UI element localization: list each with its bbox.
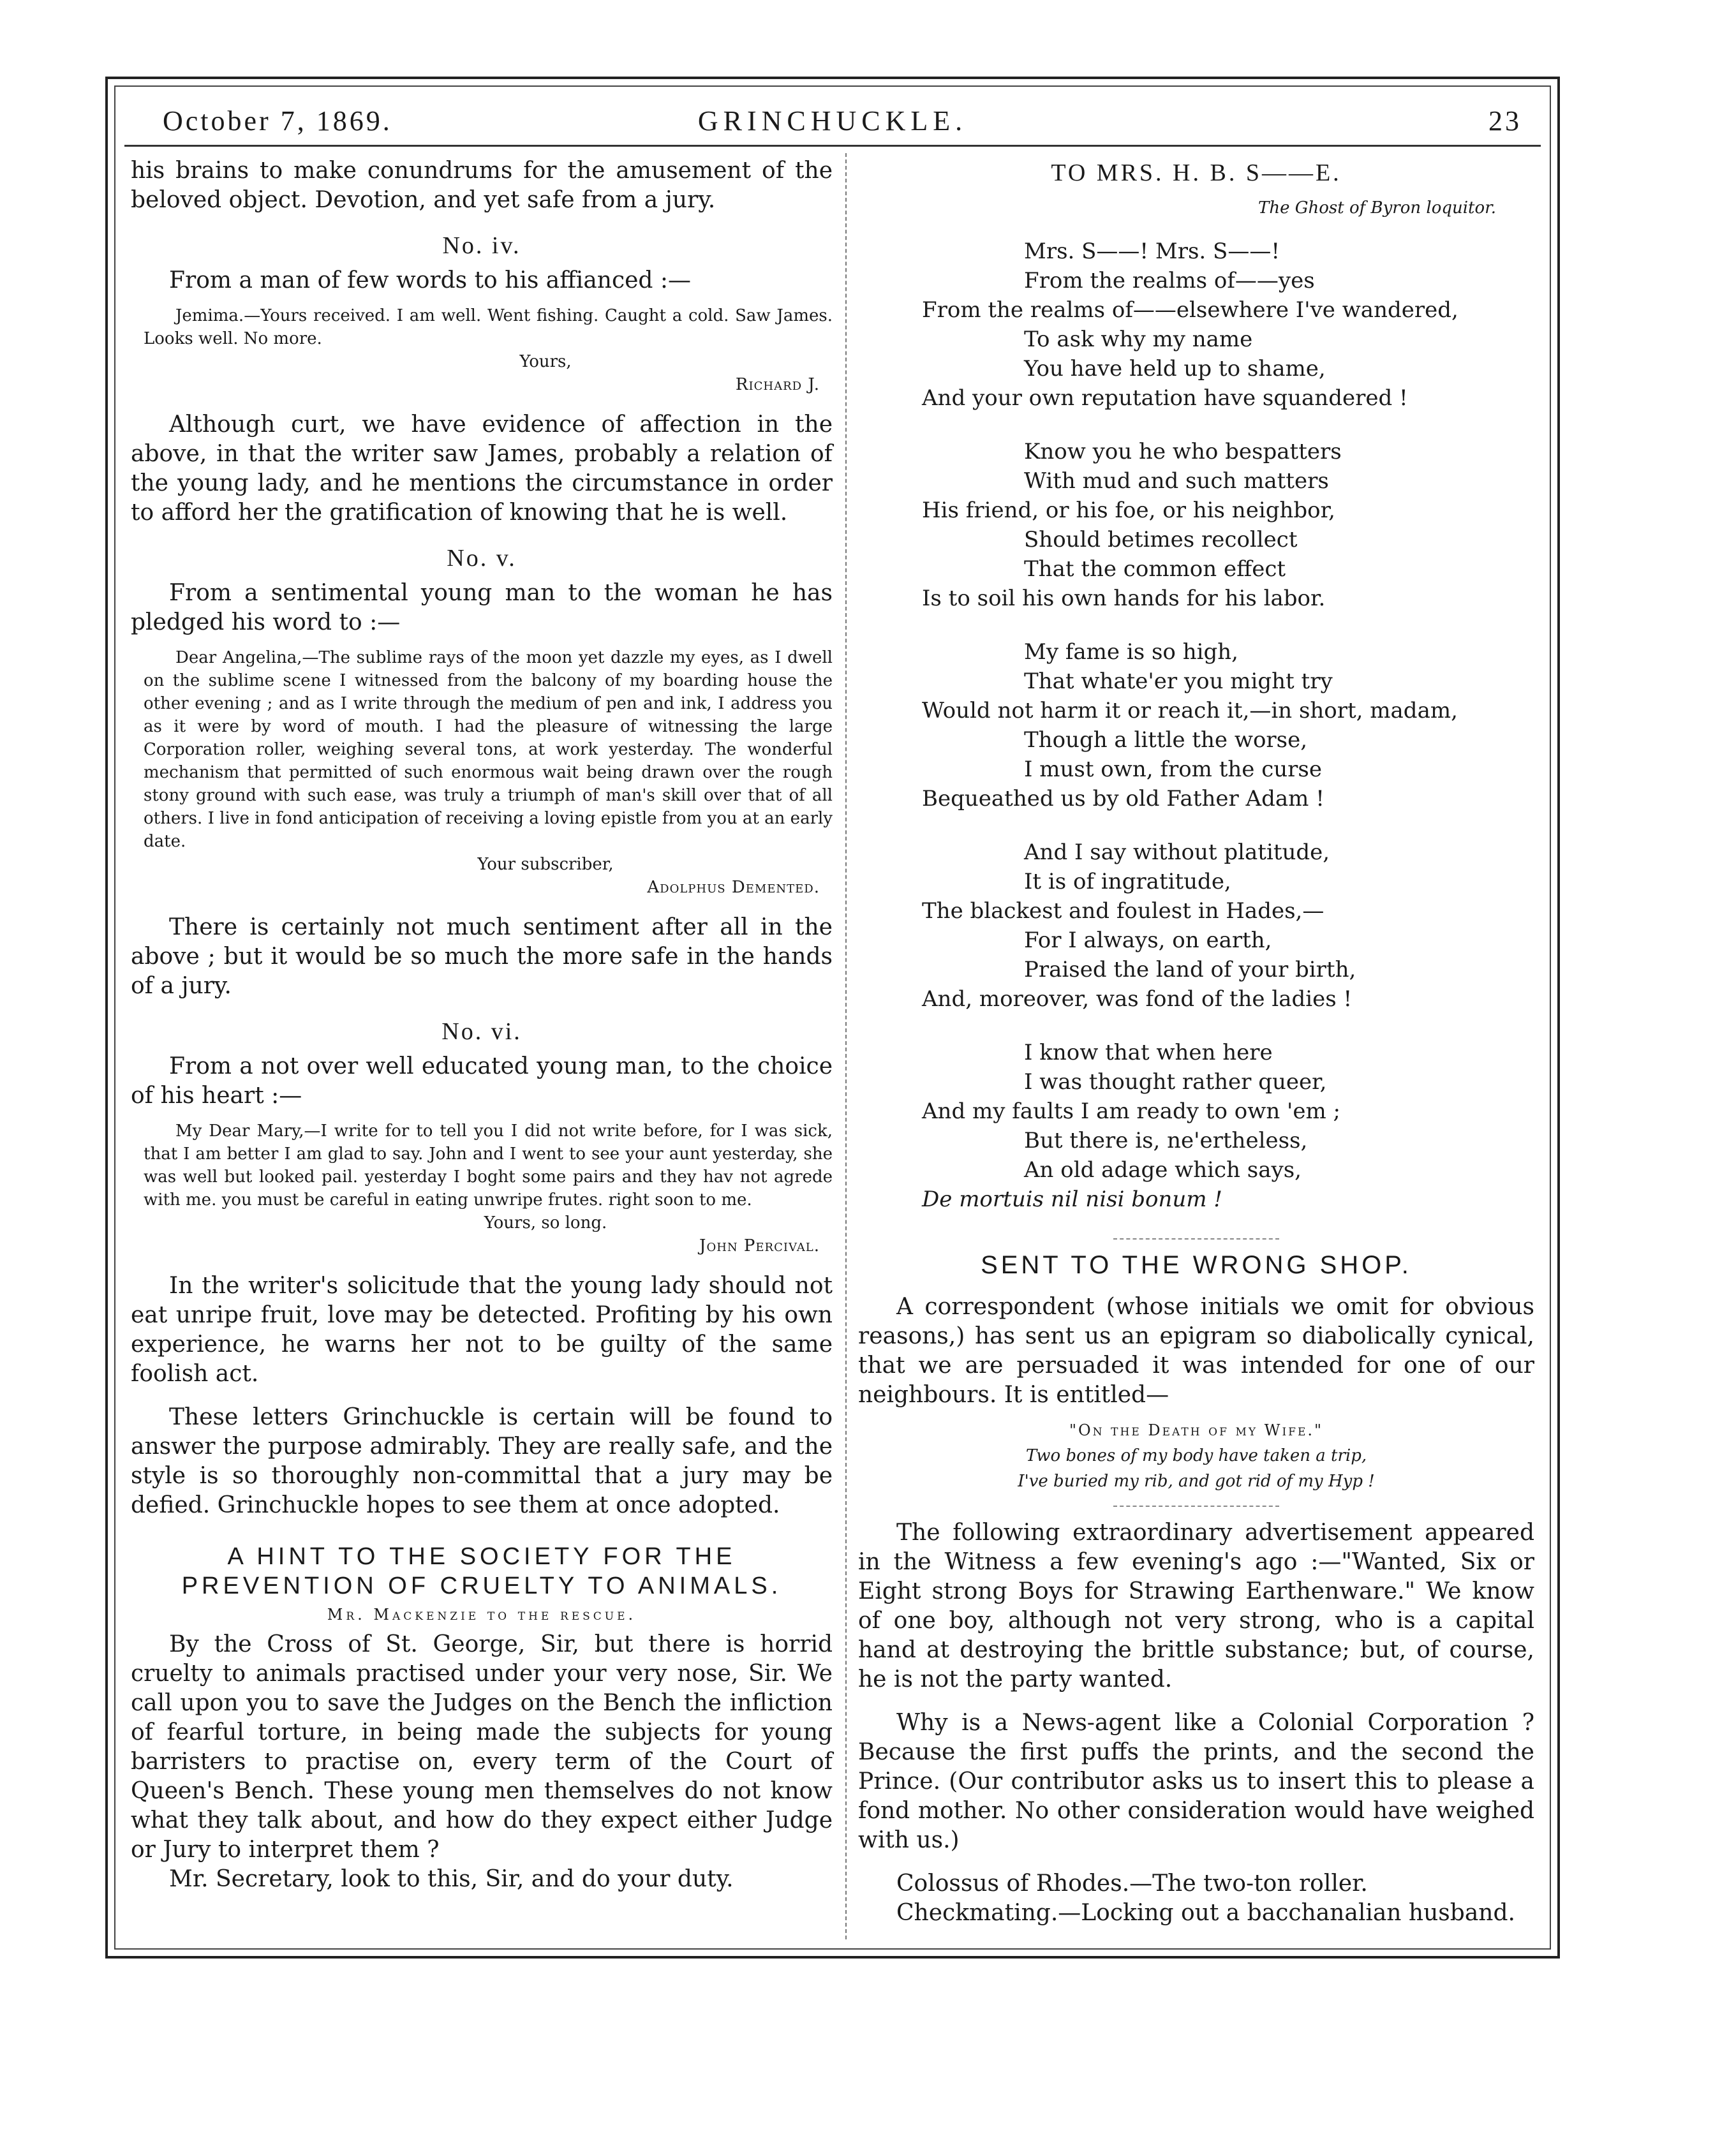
conclusion-paragraph: These letters Grinchuckle is certain will be found to answer the purpose admirably. They are really safe, and the style is so thoroughly non-committal that a jury may be defied. Grinchuckle hopes to see them at once adopted. xyxy=(131,1404,833,1518)
poem-line: To ask why my name xyxy=(1024,327,1253,352)
poem-line: Know you he who bespatters xyxy=(1024,439,1342,464)
poem-line: And, moreover, was fond of the ladies ! xyxy=(922,986,1353,1012)
poem-line: For I always, on earth, xyxy=(1024,928,1272,953)
letter-6-text: My Dear Mary,—I write for to tell you I did not write before, for I was sick, that I am better I am glad to say. John and I went to see your aunt yesterday, she was well but looked pail. yesterday I boght some pairs and they hav not agrede with me. you must be careful in eating unwripe frutes. right soon to me. xyxy=(144,1122,833,1210)
poem-line: An old adage which says, xyxy=(1024,1157,1302,1183)
poem-line: From the realms of——elsewhere I've wandered, xyxy=(922,297,1458,323)
issue-date: October 7, 1869. xyxy=(163,105,392,137)
section-separator xyxy=(1113,1506,1279,1507)
poem-epigraph: The Ghost of Byron loquitor. xyxy=(1257,198,1496,218)
poem-title: TO MRS. H. B. S——E. xyxy=(1051,159,1342,186)
poem-line: I was thought rather queer, xyxy=(1024,1069,1327,1095)
letter-4-signature: Richard J. xyxy=(735,375,820,394)
poem-stanza xyxy=(858,637,1534,813)
poem-line: Bequeathed us by old Father Adam ! xyxy=(922,786,1324,811)
letter-4-heading: No. iv. xyxy=(442,232,521,259)
poem-line: The blackest and foulest in Hades,— xyxy=(922,898,1324,924)
poem-line: And I say without platitude, xyxy=(1024,840,1330,865)
poem-stanza xyxy=(858,437,1534,613)
letter-5-text: Dear Angelina,—The sublime rays of the moon yet dazzle my eyes, as I dwell on the sublime scene I witnessed from the balcony of my boarding house the other evening ; and as I write through the medium of pen and ink, I address you as it were by word of mouth. I had the pleasure of witnessing the large Corporation roller, weighing several tons, at work yesterday. The wonderful mechanism that permitted of such enormous wait being drawn over the rough stony ground with such ease, was truly a triumph of man's skill over that of all others. I live in fond anticipation of receiving a loving epistle from you at an early date. xyxy=(144,648,833,851)
column-divider xyxy=(845,153,847,1939)
poem-line: Would not harm it or reach it,—in short, madam, xyxy=(922,698,1458,723)
letter-6-comment: In the writer's solicitude that the young lady should not eat unripe fruit, love may be detected. Profiting by his own experience, he warns her not to be guilty of the same foolish act. xyxy=(131,1273,833,1387)
poem-line: From the realms of——yes xyxy=(1024,268,1315,293)
epigram-line: I've buried my rib, and got rid of my Hyp ! xyxy=(1018,1472,1375,1491)
poem-line: I know that when here xyxy=(1024,1040,1273,1065)
epigram-title: "On the Death of my Wife." xyxy=(1069,1421,1324,1439)
letter-5-heading: No. v. xyxy=(447,545,517,572)
page-header xyxy=(124,96,1541,147)
checkmating-paragraph: Checkmating.—Locking out a bacchanalian husband. xyxy=(896,1900,1515,1926)
colossus-paragraph: Colossus of Rhodes.—The two-ton roller. xyxy=(896,1870,1368,1897)
poem-line: And your own reputation have squandered ! xyxy=(922,385,1408,411)
letter-6-closing: Yours, so long. xyxy=(484,1213,607,1233)
poem-line: It is of ingratitude, xyxy=(1024,869,1231,894)
letter-5-comment: There is certainly not much sentiment after all in the above ; but it would be so much the more safe in the hands of a jury. xyxy=(131,914,833,999)
letter-5-closing: Your subscriber, xyxy=(477,855,614,874)
left-column xyxy=(131,156,833,1894)
poem-line: I must own, from the curse xyxy=(1024,757,1322,782)
epigram-line: Two bones of my body have taken a trip, xyxy=(1025,1446,1367,1465)
poem-line: And my faults I am ready to own 'em ; xyxy=(922,1099,1340,1124)
poem-line: My fame is so high, xyxy=(1024,639,1238,665)
poem-line: That whate'er you might try xyxy=(1024,669,1333,694)
poem-line: That the common effect xyxy=(1024,556,1286,582)
poem-line: You have held up to shame, xyxy=(1024,356,1326,381)
letter-4-comment: Although curt, we have evidence of affection in the above, in that the writer saw James, probably a relation of the young lady, and he mentions the circumstance in order to afford her the gratification of knowing that he is well. xyxy=(131,411,833,526)
letter-4-closing: Yours, xyxy=(519,352,572,371)
letter-6-intro: From a not over well educated young man, to the choice of his heart :— xyxy=(131,1053,833,1109)
letter-6-heading: No. vi. xyxy=(441,1018,522,1045)
letter-5-intro: From a sentimental young man to the woman he has pledged his word to :— xyxy=(131,580,833,635)
poem-line: Though a little the worse, xyxy=(1024,727,1308,753)
masthead-title: GRINCHUCKLE. xyxy=(697,105,968,137)
hint-paragraph-1: By the Cross of St. George, Sir, but there is horrid cruelty to animals practised under your very nose, Sir. We call upon you to save the Judges on the Bench the infliction of fearful torture, in being made the subjects for young barristers to practise on, every term of the Court of Queen's Bench. These young men themselves do not know what they talk about, and how do they expect either Judge or Jury to interpret them ? xyxy=(131,1631,833,1863)
shop-heading: SENT TO THE WRONG SHOP. xyxy=(981,1251,1412,1279)
poem-stanza xyxy=(858,237,1534,413)
riddle-paragraph: Why is a News-agent like a Colonial Corporation ? Because the first puffs the prints, and the second the Prince. (Our contributor asks us to insert this to please a fond mother. No other consideration would have weighed with us.) xyxy=(858,1710,1534,1853)
poem-line: Should betimes recollect xyxy=(1024,527,1298,552)
poem-line: But there is, ne'ertheless, xyxy=(1024,1128,1308,1153)
letter-6-signature: John Percival. xyxy=(699,1236,820,1255)
hint-subheading: Mr. Mackenzie to the rescue. xyxy=(327,1606,637,1624)
page-number: 23 xyxy=(1488,105,1522,137)
section-separator xyxy=(1113,1238,1279,1240)
poem-line: With mud and such matters xyxy=(1024,468,1329,494)
letter-4-intro: From a man of few words to his affianced :— xyxy=(169,267,692,293)
right-column xyxy=(858,156,1534,1928)
poem-line: His friend, or his foe, or his neighbor, xyxy=(922,498,1335,523)
advert-paragraph: The following extraordinary advertisement appeared in the Witness a few evening's ago :—"Wanted, Six or Eight strong Boys for Strawing Earthenware." We know of one boy, although not very strong, who is a capital hand at destroying the brittle substance; but, of course, he is not the party wanted. xyxy=(858,1520,1534,1692)
poem-line: Mrs. S——! Mrs. S——! xyxy=(1024,239,1280,264)
hint-paragraph-2: Mr. Secretary, look to this, Sir, and do your duty. xyxy=(169,1866,734,1892)
poem-line: Is to soil his own hands for his labor. xyxy=(922,586,1326,611)
intro-paragraph: his brains to make conundrums for the amusement of the beloved object. Devotion, and yet safe from a jury. xyxy=(131,158,833,213)
hint-heading: A HINT TO THE SOCIETY FOR THE PREVENTION OF CRUELTY TO ANIMALS. xyxy=(181,1543,782,1599)
poem-line: Praised the land of your birth, xyxy=(1024,957,1356,982)
shop-paragraph: A correspondent (whose initials we omit for obvious reasons,) has sent us an epigram so diabolically cynical, that we are persuaded it was intended for one of our neighbours. It is entitled— xyxy=(858,1294,1534,1408)
poem-line: De mortuis nil nisi bonum ! xyxy=(922,1187,1222,1212)
poem-stanza xyxy=(858,1038,1534,1214)
letter-4-text: Jemima.—Yours received. I am well. Went fishing. Caught a cold. Saw James. Looks well. No more. xyxy=(144,306,833,348)
letter-5-signature: Adolphus Demented. xyxy=(647,878,820,897)
poem-stanza xyxy=(858,838,1534,1014)
